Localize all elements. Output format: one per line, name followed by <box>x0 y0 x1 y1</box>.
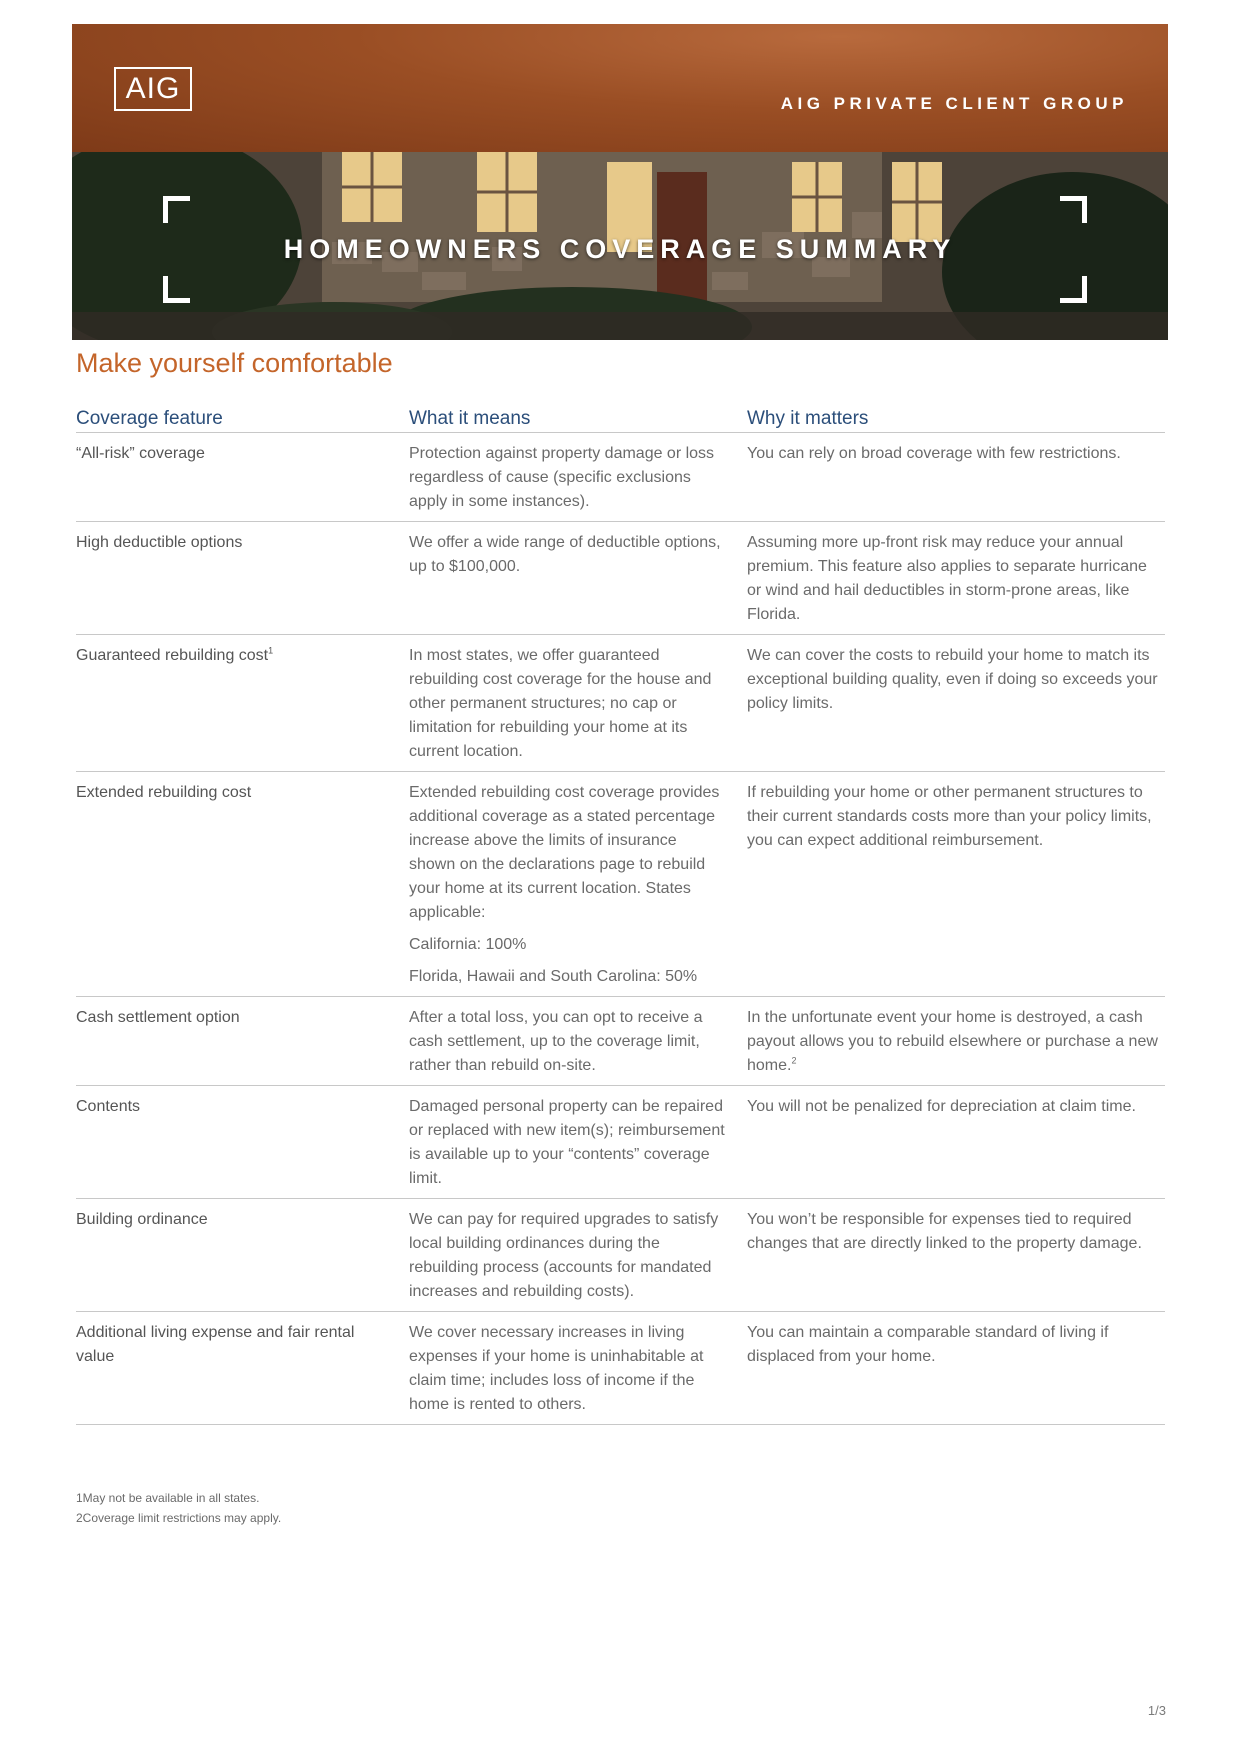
column-header-feature: Coverage feature <box>76 408 223 429</box>
footnote-2: 2Coverage limit restrictions may apply. <box>76 1511 282 1525</box>
feature-cell: Building ordinance <box>76 1211 208 1228</box>
coverage-table <box>76 408 1165 1425</box>
matters-cell: If rebuilding your home or other permanent structures to their current standards costs more than your policy limits, you can expect additional reimbursement. <box>747 784 1152 849</box>
matters-cell: You won’t be responsible for expenses tied to required changes that are directly linked to the property damage. <box>747 1211 1142 1252</box>
frame-corner-top-left <box>163 196 190 223</box>
house-photo-banner <box>72 152 1168 340</box>
means-cell: We offer a wide range of deductible options, up to $100,000. <box>409 534 721 575</box>
table-header-row <box>76 408 1165 433</box>
table-row <box>76 772 1165 997</box>
matters-cell: You can rely on broad coverage with few restrictions. <box>747 445 1121 462</box>
means-cell: In most states, we offer guaranteed rebuilding cost coverage for the house and other permanent structures; no cap or limitation for rebuilding your home at its current location. <box>409 647 712 760</box>
column-header-matters: Why it matters <box>747 408 869 429</box>
means-text: Extended rebuilding cost coverage provides additional coverage as a stated percentage increase above the limits of insurance shown on the declarations page to rebuild your home at its current location. States applicable: <box>409 784 720 921</box>
table-row <box>76 1086 1165 1199</box>
feature-cell <box>76 644 409 764</box>
column-header-means: What it means <box>409 408 531 429</box>
header-band <box>72 24 1168 152</box>
means-cell <box>409 781 747 989</box>
feature-cell: Additional living expense and fair rental value <box>76 1324 355 1365</box>
means-cell: We can pay for required upgrades to satisfy local building ordinances during the rebuilding process (accounts for mandated increases and rebuilding costs). <box>409 1211 719 1300</box>
document-title: HOMEOWNERS COVERAGE SUMMARY <box>283 234 957 264</box>
means-cell: Damaged personal property can be repaired or replaced with new item(s); reimbursement is available up to your “contents” coverage limit. <box>409 1098 725 1187</box>
frame-corner-bottom-left <box>163 276 190 303</box>
table-row <box>76 1312 1165 1425</box>
page-number: 1/3 <box>1147 1703 1166 1718</box>
feature-cell: “All-risk” coverage <box>76 445 205 462</box>
means-cell: We cover necessary increases in living expenses if your home is uninhabitable at claim time; includes loss of income if the home is rented to others. <box>409 1324 704 1413</box>
feature-cell: Cash settlement option <box>76 1009 240 1026</box>
tagline: Make yourself comfortable <box>76 348 393 378</box>
matters-cell: You can maintain a comparable standard of living if displaced from your home. <box>747 1324 1109 1365</box>
matters-text: In the unfortunate event your home is destroyed, a cash payout allows you to rebuild elsewhere or purchase a new home. <box>747 1009 1158 1074</box>
feature-cell: Contents <box>76 1098 141 1115</box>
table-row <box>76 997 1165 1086</box>
aig-logo: AIG <box>114 67 192 111</box>
table-row <box>76 522 1165 635</box>
feature-cell: High deductible options <box>76 534 243 551</box>
footnotes <box>76 1488 281 1528</box>
feature-text: Guaranteed rebuilding cost <box>76 647 269 664</box>
footnote-marker: 1 <box>268 645 274 656</box>
table-row <box>76 1199 1165 1312</box>
footnote-1: 1May not be available in all states. <box>76 1491 260 1505</box>
matters-cell: We can cover the costs to rebuild your home to match its exceptional building quality, even if doing so exceeds your policy limits. <box>747 647 1158 712</box>
state-percentage-california: California: 100% <box>409 936 527 953</box>
frame-corner-top-right <box>1060 196 1087 223</box>
means-cell: Protection against property damage or loss regardless of cause (specific exclusions apply in some instances). <box>409 445 715 510</box>
state-percentage-fl-hi-sc: Florida, Hawaii and South Carolina: 50% <box>409 968 698 985</box>
means-cell: After a total loss, you can opt to receive a cash settlement, up to the coverage limit, rather than rebuild on-site. <box>409 1009 703 1074</box>
feature-cell: Extended rebuilding cost <box>76 784 252 801</box>
footnote-marker: 2 <box>791 1055 797 1066</box>
group-name: AIG PRIVATE CLIENT GROUP <box>780 94 1128 113</box>
matters-cell: You will not be penalized for depreciation at claim time. <box>747 1098 1136 1115</box>
frame-corner-bottom-right <box>1060 276 1087 303</box>
table-row <box>76 433 1165 522</box>
matters-cell <box>747 1006 1165 1078</box>
matters-cell: Assuming more up-front risk may reduce your annual premium. This feature also applies to separate hurricane or wind and hail deductibles in storm-prone areas, like Florida. <box>747 534 1147 623</box>
table-row <box>76 635 1165 772</box>
